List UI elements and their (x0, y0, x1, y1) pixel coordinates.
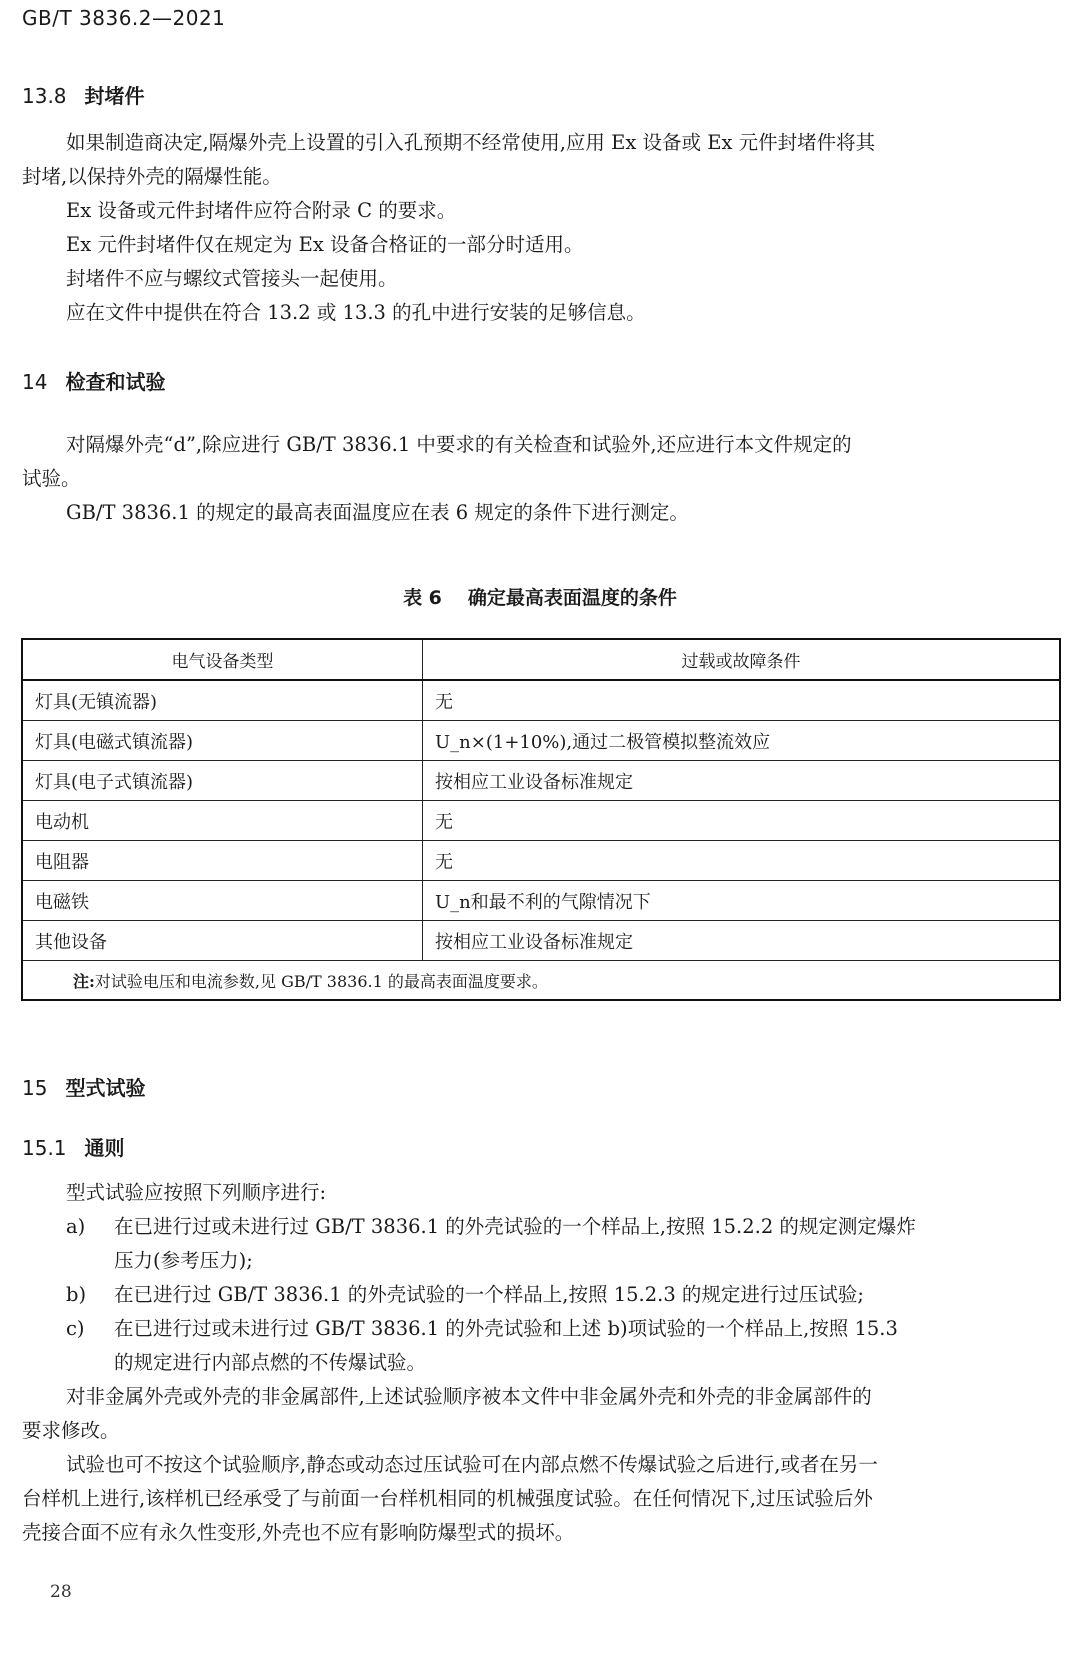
list-item-text: 压力(参考压力); (114, 1249, 253, 1272)
column-header: 过载或故障条件 (423, 639, 1061, 680)
paragraph: 封堵件不应与螺纹式管接头一起使用。 (66, 267, 398, 290)
table-cell: 灯具(电磁式镇流器) (22, 721, 423, 761)
table-cell: 无 (423, 801, 1061, 841)
paragraph: 应在文件中提供在符合 13.2 或 13.3 的孔中进行安装的足够信息。 (66, 301, 646, 324)
list-marker: a) (66, 1215, 86, 1238)
list-item (66, 1210, 1062, 1278)
table-title: 确定最高表面温度的条件 (467, 587, 677, 609)
paragraph-line: 试验也可不按这个试验顺序,静态或动态过压试验可在内部点燃不传爆试验之后进行,或者在另一 (66, 1453, 878, 1476)
section-15-heading (22, 1072, 145, 1101)
table-cell: 按相应工业设备标准规定 (423, 761, 1061, 801)
section-13-8-heading (22, 80, 145, 109)
paragraph: Ex 设备或元件封堵件应符合附录 C 的要求。 (66, 199, 457, 222)
table-cell: 其他设备 (22, 921, 423, 961)
table-note (22, 961, 1060, 1001)
section-number: 15 (22, 1076, 48, 1100)
section-number: 14 (22, 370, 48, 394)
section-title: 型式试验 (65, 1076, 146, 1100)
table-row (22, 761, 1060, 801)
paragraph-line: 台样机上进行,该样机已经承受了与前面一台样机相同的机械强度试验。在任何情况下,过压试验后外 (22, 1487, 873, 1510)
table-cell: 电磁铁 (22, 881, 423, 921)
page-number: 28 (50, 1582, 72, 1602)
table-caption (0, 583, 1080, 610)
list-item (66, 1312, 1062, 1380)
table-row (22, 801, 1060, 841)
table-row (22, 721, 1060, 761)
paragraph-line: 对非金属外壳或外壳的非金属部件,上述试验顺序被本文件中非金属外壳和外壳的非金属部件的 (66, 1385, 872, 1408)
paragraph: Ex 元件封堵件仅在规定为 Ex 设备合格证的一部分时适用。 (66, 233, 584, 256)
table-cell: 电阻器 (22, 841, 423, 881)
section-number: 13.8 (22, 84, 67, 108)
section-title: 通则 (84, 1136, 125, 1160)
paragraph-line: 壳接合面不应有永久性变形,外壳也不应有影响防爆型式的损坏。 (22, 1521, 575, 1544)
table-cell: 无 (423, 680, 1061, 721)
section-14-heading (22, 366, 165, 395)
list-marker: b) (66, 1283, 87, 1306)
paragraph-line: 试验。 (22, 467, 81, 490)
table-row (22, 680, 1060, 721)
list-item-text: 在已进行过或未进行过 GB/T 3836.1 的外壳试验的一个样品上,按照 15.2.2 的规定测定爆炸 (114, 1215, 916, 1238)
section-title: 封堵件 (84, 84, 145, 108)
section-number: 15.1 (22, 1136, 67, 1160)
section-15-1-heading (22, 1132, 125, 1161)
paragraph-line: 封堵,以保持外壳的隔爆性能。 (22, 165, 282, 188)
list-marker: c) (66, 1317, 85, 1340)
table-number: 表 6 (403, 587, 442, 609)
conditions-table (21, 638, 1061, 1001)
list-item (66, 1278, 1062, 1312)
list-item-text: 在已进行过 GB/T 3836.1 的外壳试验的一个样品上,按照 15.2.3 的规定进行过压试验; (114, 1283, 864, 1306)
list-item-text: 的规定进行内部点燃的不传爆试验。 (114, 1351, 427, 1374)
table-note-row (22, 961, 1060, 1001)
table-header-row (22, 639, 1060, 680)
list-item-text: 在已进行过或未进行过 GB/T 3836.1 的外壳试验和上述 b)项试验的一个样品上,按照 15.3 (114, 1317, 898, 1340)
section-title: 检查和试验 (65, 370, 166, 394)
note-text: 对试验电压和电流参数,见 GB/T 3836.1 的最高表面温度要求。 (94, 971, 548, 991)
document-id-header: GB/T 3836.2—2021 (22, 6, 226, 30)
table-row (22, 841, 1060, 881)
note-label: 注: (73, 971, 95, 991)
table-cell: 无 (423, 841, 1061, 881)
paragraph: GB/T 3836.1 的规定的最高表面温度应在表 6 规定的条件下进行测定。 (66, 501, 689, 524)
paragraph-line: 对隔爆外壳“d”,除应进行 GB/T 3836.1 中要求的有关检查和试验外,还应进行本文件规定的 (66, 433, 852, 456)
paragraph-line: 如果制造商决定,隔爆外壳上设置的引入孔预期不经常使用,应用 Ex 设备或 Ex 元件封堵件将其 (66, 131, 876, 154)
table-cell: U_n和最不利的气隙情况下 (423, 881, 1061, 921)
table-cell: 按相应工业设备标准规定 (423, 921, 1061, 961)
paragraph: 型式试验应按照下列顺序进行: (66, 1181, 327, 1204)
table-row (22, 881, 1060, 921)
column-header: 电气设备类型 (22, 639, 423, 680)
table-cell: U_n×(1+10%),通过二极管模拟整流效应 (423, 721, 1061, 761)
table-cell: 电动机 (22, 801, 423, 841)
table-cell: 灯具(电子式镇流器) (22, 761, 423, 801)
table-cell: 灯具(无镇流器) (22, 680, 423, 721)
paragraph-line: 要求修改。 (22, 1419, 120, 1442)
table-row (22, 921, 1060, 961)
